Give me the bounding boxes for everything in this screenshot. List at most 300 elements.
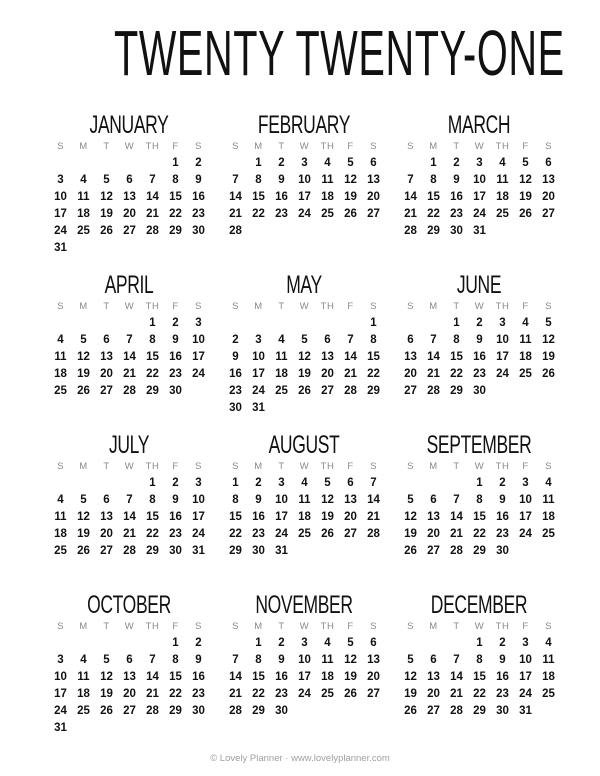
weekday-label: S — [545, 621, 552, 632]
weekday-label: M — [429, 301, 438, 312]
day-grid — [49, 475, 209, 560]
day-number: 27 — [123, 225, 136, 237]
day-number: 12 — [519, 174, 532, 186]
day-number: 1 — [172, 157, 179, 169]
weekday-label: F — [172, 621, 179, 632]
day-number: 12 — [100, 671, 113, 683]
day-number: 31 — [275, 545, 288, 557]
empty-day-cell — [95, 635, 118, 652]
day-number: 4 — [80, 174, 87, 186]
day-number: 19 — [100, 688, 113, 700]
day-number: 22 — [146, 528, 159, 540]
day-number: 28 — [427, 385, 440, 397]
day-number: 13 — [427, 511, 440, 523]
day-number: 7 — [430, 334, 437, 346]
day-number: 26 — [77, 385, 90, 397]
day-number: 14 — [450, 511, 463, 523]
empty-day-cell — [316, 315, 339, 332]
day-number: 14 — [404, 191, 417, 203]
weekday-label: W — [299, 301, 310, 312]
month-december — [399, 592, 559, 720]
day-number: 4 — [57, 334, 64, 346]
day-number: 22 — [367, 368, 380, 380]
weekday-label: W — [299, 621, 310, 632]
day-number: 18 — [321, 191, 334, 203]
day-number: 14 — [146, 671, 159, 683]
day-number: 28 — [123, 385, 136, 397]
day-number: 2 — [476, 317, 483, 329]
page-title: TWENTY TWENTY-ONE — [114, 17, 565, 89]
day-number: 3 — [476, 157, 483, 169]
day-number: 23 — [473, 368, 486, 380]
day-number: 24 — [192, 368, 205, 380]
weekday-label: F — [522, 141, 529, 152]
day-number: 4 — [80, 654, 87, 666]
day-number: 15 — [450, 351, 463, 363]
day-number: 26 — [100, 225, 113, 237]
day-number: 30 — [252, 545, 265, 557]
weekday-label: S — [195, 621, 202, 632]
day-number: 31 — [192, 545, 205, 557]
day-number: 31 — [54, 242, 67, 254]
day-number: 29 — [367, 385, 380, 397]
day-number: 29 — [169, 225, 182, 237]
day-number: 9 — [278, 174, 285, 186]
day-number: 7 — [453, 494, 460, 506]
day-number: 2 — [255, 477, 262, 489]
day-number: 6 — [126, 174, 133, 186]
day-number: 28 — [123, 545, 136, 557]
day-number: 17 — [192, 351, 205, 363]
day-grid — [399, 635, 559, 720]
day-number: 26 — [321, 528, 334, 540]
weekday-label: TH — [145, 301, 160, 312]
weekday-label: W — [124, 621, 135, 632]
day-number: 23 — [192, 208, 205, 220]
empty-day-cell — [49, 635, 72, 652]
day-number: 17 — [192, 511, 205, 523]
weekday-label: M — [79, 621, 88, 632]
day-number: 3 — [278, 477, 285, 489]
day-number: 27 — [367, 688, 380, 700]
day-number: 18 — [321, 671, 334, 683]
weekday-label: T — [453, 301, 460, 312]
day-number: 22 — [450, 368, 463, 380]
empty-day-cell — [118, 155, 141, 172]
day-number: 14 — [123, 511, 136, 523]
day-number: 5 — [407, 654, 414, 666]
day-number: 6 — [370, 637, 377, 649]
weekday-label: S — [232, 621, 239, 632]
day-number: 1 — [149, 317, 156, 329]
day-number: 21 — [404, 208, 417, 220]
weekday-header — [224, 459, 384, 475]
day-number: 21 — [146, 208, 159, 220]
day-number: 20 — [367, 671, 380, 683]
day-number: 9 — [195, 654, 202, 666]
day-number: 19 — [344, 671, 357, 683]
day-number: 23 — [169, 368, 182, 380]
day-number: 2 — [172, 317, 179, 329]
day-number: 17 — [473, 191, 486, 203]
day-number: 7 — [149, 174, 156, 186]
day-number: 5 — [347, 157, 354, 169]
day-number: 1 — [476, 637, 483, 649]
day-number: 11 — [275, 351, 288, 363]
day-grid — [399, 155, 559, 240]
weekday-header — [224, 139, 384, 155]
month-name: MARCH — [447, 111, 511, 139]
day-number: 10 — [298, 174, 311, 186]
day-number: 2 — [499, 637, 506, 649]
day-number: 14 — [229, 671, 242, 683]
day-number: 26 — [100, 705, 113, 717]
weekday-label: S — [195, 141, 202, 152]
weekday-label: S — [232, 141, 239, 152]
day-number: 1 — [430, 157, 437, 169]
day-number: 13 — [344, 494, 357, 506]
day-number: 23 — [252, 528, 265, 540]
empty-day-cell — [118, 635, 141, 652]
weekday-label: S — [57, 301, 64, 312]
day-number: 8 — [149, 494, 156, 506]
day-number: 27 — [367, 208, 380, 220]
day-number: 8 — [172, 654, 179, 666]
weekday-label: T — [453, 461, 460, 472]
day-number: 22 — [252, 208, 265, 220]
day-number: 31 — [54, 722, 67, 734]
day-number: 28 — [344, 385, 357, 397]
day-number: 7 — [149, 654, 156, 666]
weekday-label: F — [347, 301, 354, 312]
day-number: 17 — [275, 511, 288, 523]
day-number: 12 — [542, 334, 555, 346]
empty-day-cell — [224, 635, 247, 652]
day-number: 5 — [80, 334, 87, 346]
month-february — [224, 112, 384, 240]
weekday-label: W — [299, 461, 310, 472]
day-number: 23 — [496, 688, 509, 700]
day-grid — [399, 315, 559, 400]
day-number: 13 — [100, 511, 113, 523]
empty-day-cell — [118, 475, 141, 492]
weekday-label: TH — [495, 621, 510, 632]
day-number: 13 — [367, 174, 380, 186]
month-july — [49, 432, 209, 560]
day-number: 28 — [450, 545, 463, 557]
weekday-label: W — [299, 141, 310, 152]
day-number: 17 — [54, 688, 67, 700]
month-june — [399, 272, 559, 400]
day-number: 7 — [370, 477, 377, 489]
day-number: 12 — [344, 174, 357, 186]
day-number: 30 — [496, 545, 509, 557]
empty-day-cell — [141, 155, 164, 172]
month-name: JULY — [108, 431, 150, 459]
weekday-label: TH — [145, 621, 160, 632]
day-number: 8 — [370, 334, 377, 346]
day-number: 12 — [77, 511, 90, 523]
day-number: 15 — [367, 351, 380, 363]
weekday-label: S — [232, 301, 239, 312]
weekday-label: T — [278, 141, 285, 152]
empty-day-cell — [339, 315, 362, 332]
empty-day-cell — [95, 155, 118, 172]
weekday-label: TH — [495, 461, 510, 472]
day-number: 30 — [192, 705, 205, 717]
day-number: 24 — [54, 225, 67, 237]
weekday-label: S — [407, 141, 414, 152]
day-number: 7 — [126, 334, 133, 346]
day-number: 18 — [542, 511, 555, 523]
day-number: 13 — [321, 351, 334, 363]
day-number: 13 — [123, 671, 136, 683]
day-number: 8 — [255, 654, 262, 666]
day-number: 28 — [146, 225, 159, 237]
day-number: 19 — [542, 351, 555, 363]
day-number: 26 — [77, 545, 90, 557]
day-number: 26 — [404, 705, 417, 717]
day-grid — [224, 155, 384, 240]
day-number: 11 — [519, 334, 532, 346]
day-number: 22 — [146, 368, 159, 380]
day-number: 15 — [229, 511, 242, 523]
day-number: 4 — [324, 157, 331, 169]
day-number: 2 — [453, 157, 460, 169]
day-number: 24 — [54, 705, 67, 717]
day-number: 19 — [519, 191, 532, 203]
day-number: 27 — [427, 705, 440, 717]
weekday-label: M — [254, 301, 263, 312]
day-number: 13 — [123, 191, 136, 203]
day-number: 6 — [347, 477, 354, 489]
weekday-label: F — [522, 301, 529, 312]
day-number: 3 — [195, 477, 202, 489]
day-number: 30 — [473, 385, 486, 397]
day-number: 6 — [103, 334, 110, 346]
day-number: 10 — [54, 671, 67, 683]
weekday-label: T — [453, 621, 460, 632]
day-number: 9 — [172, 494, 179, 506]
weekday-header — [49, 459, 209, 475]
day-grid — [49, 315, 209, 400]
empty-day-cell — [49, 315, 72, 332]
day-number: 10 — [192, 334, 205, 346]
day-number: 13 — [100, 351, 113, 363]
day-number: 20 — [404, 368, 417, 380]
month-name: JUNE — [456, 271, 502, 299]
weekday-label: M — [254, 621, 263, 632]
empty-day-cell — [72, 635, 95, 652]
day-number: 30 — [275, 705, 288, 717]
weekday-label: S — [545, 461, 552, 472]
day-number: 15 — [473, 671, 486, 683]
day-number: 25 — [519, 368, 532, 380]
day-grid — [224, 475, 384, 560]
month-october — [49, 592, 209, 737]
day-number: 20 — [542, 191, 555, 203]
day-number: 31 — [252, 402, 265, 414]
day-number: 14 — [146, 191, 159, 203]
day-number: 6 — [407, 334, 414, 346]
day-number: 6 — [103, 494, 110, 506]
day-number: 28 — [404, 225, 417, 237]
day-number: 22 — [169, 208, 182, 220]
month-name: DECEMBER — [430, 591, 528, 619]
weekday-label: F — [347, 461, 354, 472]
day-number: 25 — [77, 225, 90, 237]
day-number: 3 — [499, 317, 506, 329]
weekday-label: T — [278, 301, 285, 312]
day-number: 18 — [77, 688, 90, 700]
day-number: 4 — [57, 494, 64, 506]
day-number: 21 — [123, 528, 136, 540]
day-number: 24 — [519, 688, 532, 700]
weekday-header — [399, 299, 559, 315]
day-number: 3 — [522, 637, 529, 649]
day-number: 1 — [149, 477, 156, 489]
empty-day-cell — [95, 475, 118, 492]
empty-day-cell — [445, 635, 468, 652]
weekday-label: TH — [320, 461, 335, 472]
day-number: 5 — [103, 174, 110, 186]
day-number: 25 — [542, 688, 555, 700]
day-number: 21 — [146, 688, 159, 700]
empty-day-cell — [399, 635, 422, 652]
day-number: 24 — [298, 208, 311, 220]
day-number: 14 — [367, 494, 380, 506]
day-number: 8 — [476, 654, 483, 666]
day-number: 15 — [473, 511, 486, 523]
day-number: 2 — [278, 157, 285, 169]
day-number: 19 — [404, 528, 417, 540]
day-number: 5 — [347, 637, 354, 649]
day-number: 10 — [54, 191, 67, 203]
weekday-label: S — [545, 141, 552, 152]
day-number: 17 — [298, 191, 311, 203]
day-number: 4 — [301, 477, 308, 489]
day-number: 30 — [229, 402, 242, 414]
day-number: 14 — [427, 351, 440, 363]
day-number: 27 — [542, 208, 555, 220]
day-number: 13 — [404, 351, 417, 363]
day-number: 9 — [255, 494, 262, 506]
day-number: 7 — [232, 654, 239, 666]
day-number: 24 — [496, 368, 509, 380]
day-grid — [224, 635, 384, 720]
day-number: 1 — [255, 637, 262, 649]
weekday-label: W — [474, 461, 485, 472]
day-number: 3 — [522, 477, 529, 489]
day-number: 11 — [496, 174, 509, 186]
month-january — [49, 112, 209, 257]
weekday-label: S — [370, 461, 377, 472]
day-number: 22 — [169, 688, 182, 700]
day-number: 26 — [404, 545, 417, 557]
day-number: 18 — [496, 191, 509, 203]
day-number: 6 — [545, 157, 552, 169]
day-number: 26 — [344, 688, 357, 700]
weekday-label: W — [124, 141, 135, 152]
empty-day-cell — [270, 315, 293, 332]
day-number: 24 — [473, 208, 486, 220]
month-name: OCTOBER — [87, 591, 171, 619]
day-number: 12 — [77, 351, 90, 363]
day-number: 24 — [298, 688, 311, 700]
day-number: 1 — [255, 157, 262, 169]
day-number: 8 — [255, 174, 262, 186]
day-number: 26 — [344, 208, 357, 220]
day-number: 17 — [54, 208, 67, 220]
weekday-header — [224, 619, 384, 635]
day-number: 20 — [321, 368, 334, 380]
day-number: 22 — [252, 688, 265, 700]
day-number: 14 — [123, 351, 136, 363]
month-august — [224, 432, 384, 560]
weekday-label: S — [195, 301, 202, 312]
day-number: 27 — [100, 385, 113, 397]
month-name: AUGUST — [268, 431, 340, 459]
day-number: 8 — [172, 174, 179, 186]
day-number: 30 — [192, 225, 205, 237]
day-number: 25 — [275, 385, 288, 397]
day-number: 20 — [344, 511, 357, 523]
day-number: 8 — [232, 494, 239, 506]
weekday-label: S — [407, 621, 414, 632]
weekday-label: S — [195, 461, 202, 472]
day-number: 10 — [252, 351, 265, 363]
day-number: 16 — [169, 511, 182, 523]
empty-day-cell — [293, 315, 316, 332]
weekday-label: T — [453, 141, 460, 152]
day-number: 2 — [172, 477, 179, 489]
day-number: 27 — [404, 385, 417, 397]
day-number: 3 — [57, 174, 64, 186]
day-number: 4 — [545, 477, 552, 489]
weekday-label: TH — [320, 301, 335, 312]
empty-day-cell — [49, 155, 72, 172]
day-number: 3 — [301, 157, 308, 169]
day-number: 22 — [427, 208, 440, 220]
day-number: 12 — [100, 191, 113, 203]
day-number: 6 — [370, 157, 377, 169]
day-number: 18 — [77, 208, 90, 220]
day-number: 9 — [172, 334, 179, 346]
empty-day-cell — [422, 635, 445, 652]
day-number: 21 — [344, 368, 357, 380]
day-number: 5 — [103, 654, 110, 666]
day-number: 8 — [453, 334, 460, 346]
day-number: 25 — [298, 528, 311, 540]
weekday-label: M — [429, 461, 438, 472]
day-number: 25 — [496, 208, 509, 220]
empty-day-cell — [247, 315, 270, 332]
weekday-label: T — [103, 621, 110, 632]
day-number: 18 — [519, 351, 532, 363]
weekday-label: T — [278, 461, 285, 472]
day-number: 19 — [77, 528, 90, 540]
month-september — [399, 432, 559, 560]
month-november — [224, 592, 384, 720]
day-number: 29 — [427, 225, 440, 237]
day-number: 20 — [123, 688, 136, 700]
day-number: 24 — [252, 385, 265, 397]
day-number: 29 — [169, 705, 182, 717]
day-number: 19 — [77, 368, 90, 380]
day-number: 16 — [192, 191, 205, 203]
weekday-label: M — [79, 301, 88, 312]
empty-day-cell — [399, 475, 422, 492]
